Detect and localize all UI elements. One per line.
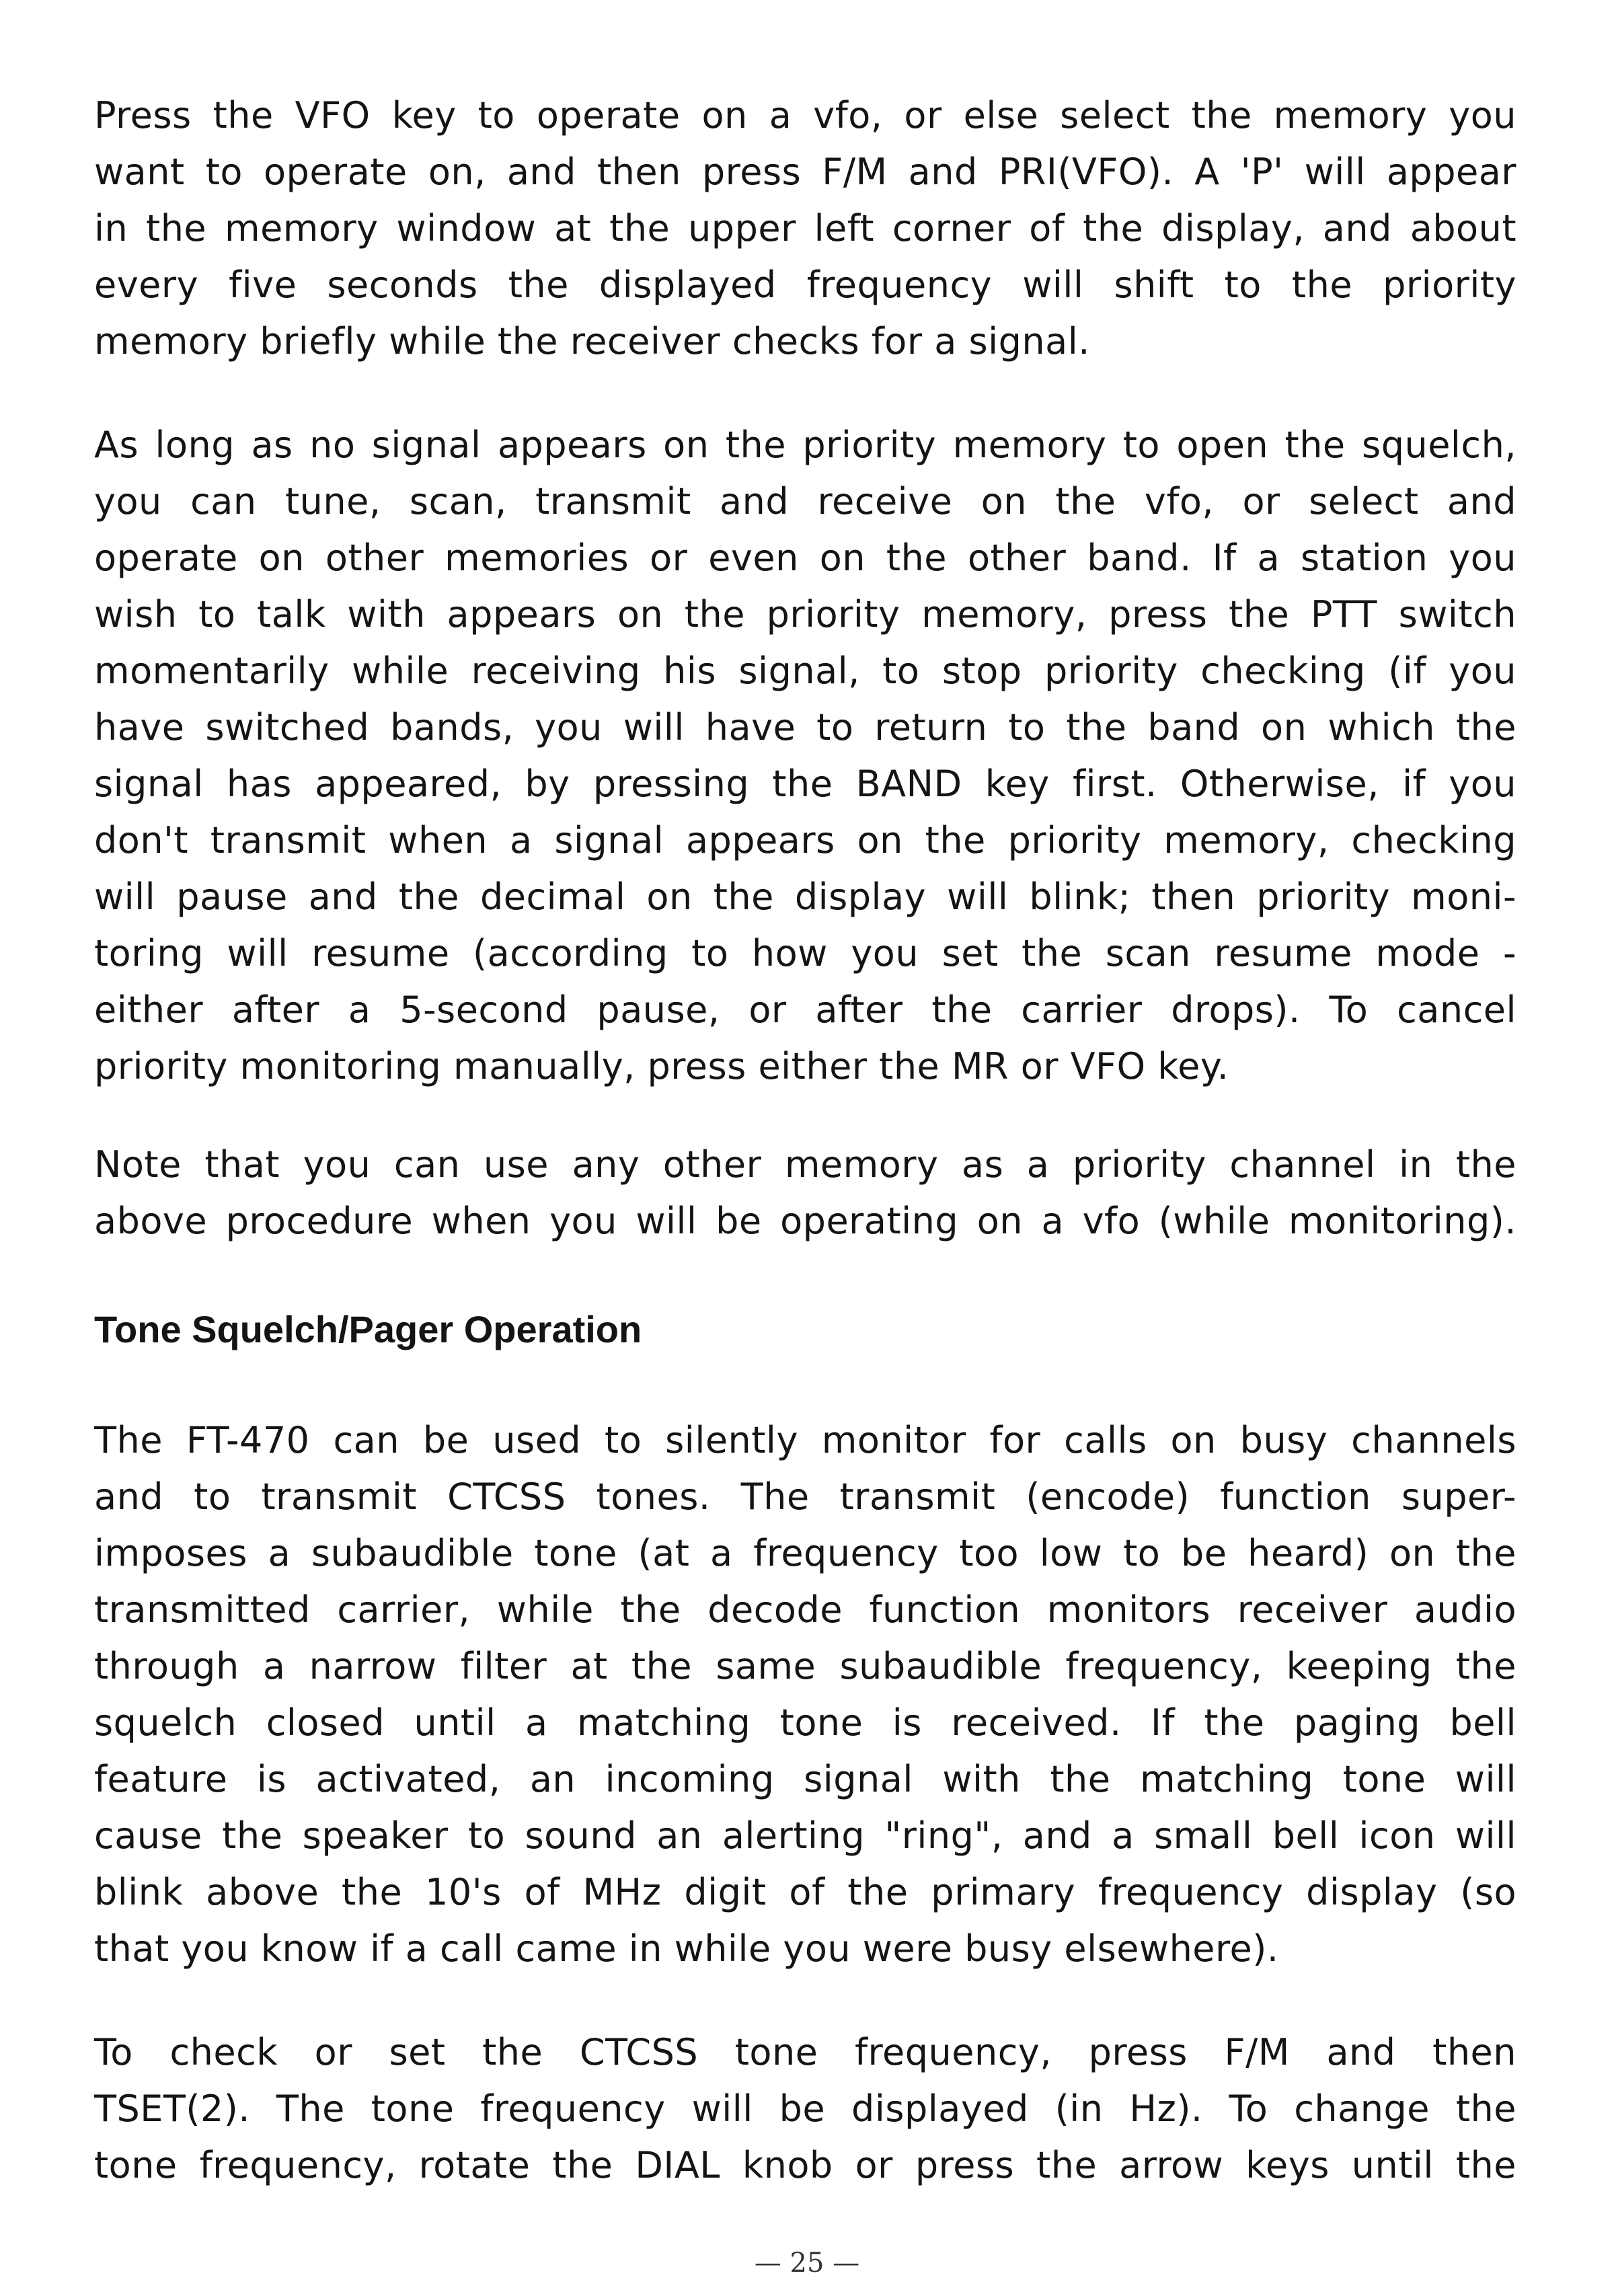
text-line: squelch closed until a matching tone is received. If the paging bell — [94, 1701, 1516, 1744]
text-line: The FT-470 can be used to silently monitor for calls on busy channels — [94, 1419, 1516, 1461]
text-line: priority monitoring manually, press either the MR or VFO key. — [94, 1045, 1229, 1087]
text-line: tone frequency, rotate the DIAL knob or press the arrow keys until the — [94, 2144, 1516, 2186]
text-line: signal has appeared, by pressing the BAND key first. Otherwise, if you — [94, 763, 1516, 805]
text-line: Press the VFO key to operate on a vfo, or else select the memory you — [94, 94, 1516, 137]
text-line: toring will resume (according to how you set the scan resume mode - — [94, 932, 1516, 974]
paragraph-priority-note — [94, 1137, 1516, 1250]
paragraph-ctcss-set — [94, 2024, 1516, 2194]
text-line: Note that you can use any other memory as a priority channel in the — [94, 1143, 1516, 1186]
section-heading: Tone Squelch/Pager Operation — [94, 1308, 642, 1350]
paragraph-priority-monitoring — [94, 417, 1516, 1095]
text-line: in the memory window at the upper left corner of the display, and about — [94, 207, 1516, 250]
text-line: transmitted carrier, while the decode function monitors receiver audio — [94, 1589, 1516, 1631]
text-line: As long as no signal appears on the priority memory to open the squelch, — [94, 424, 1516, 466]
text-line: wish to talk with appears on the priority memory, press the PTT switch — [94, 593, 1516, 636]
text-line: momentarily while receiving his signal, to stop priority checking (if you — [94, 650, 1516, 692]
text-line: feature is activated, an incoming signal with the matching tone will — [94, 1758, 1516, 1800]
text-line: above procedure when you will be operating on a vfo (while monitoring). — [94, 1200, 1516, 1242]
page-number: — 25 — — [754, 2248, 860, 2279]
text-line: you can tune, scan, transmit and receive on the vfo, or select and — [94, 480, 1516, 523]
text-line: memory briefly while the receiver checks for a signal. — [94, 320, 1090, 362]
text-line: cause the speaker to sound an alerting "ring", and a small bell icon will — [94, 1814, 1516, 1857]
text-line: every five seconds the displayed frequency will shift to the priority — [94, 264, 1516, 306]
paragraph-priority-setup — [94, 87, 1516, 370]
text-line: through a narrow filter at the same subaudible frequency, keeping the — [94, 1645, 1516, 1687]
text-line: operate on other memories or even on the other band. If a station you — [94, 537, 1516, 579]
text-line: want to operate on, and then press F/M and PRI(VFO). A 'P' will appear — [94, 151, 1516, 193]
text-line: and to transmit CTCSS tones. The transmit (encode) function super- — [94, 1476, 1516, 1518]
text-line: blink above the 10's of MHz digit of the primary frequency display (so — [94, 1871, 1516, 1913]
text-line: TSET(2). The tone frequency will be displayed (in Hz). To change the — [94, 2088, 1516, 2130]
text-line: To check or set the CTCSS tone frequency, press F/M and then — [94, 2031, 1516, 2073]
paragraph-tone-squelch — [94, 1412, 1516, 1977]
text-line: don't transmit when a signal appears on the priority memory, checking — [94, 819, 1516, 862]
text-line: imposes a subaudible tone (at a frequency too low to be heard) on the — [94, 1532, 1516, 1574]
text-line: will pause and the decimal on the display will blink; then priority moni- — [94, 876, 1516, 918]
text-line: that you know if a call came in while you were busy elsewhere). — [94, 1927, 1279, 1970]
text-line: either after a 5-second pause, or after the carrier drops). To cancel — [94, 989, 1516, 1031]
text-line: have switched bands, you will have to return to the band on which the — [94, 706, 1516, 749]
